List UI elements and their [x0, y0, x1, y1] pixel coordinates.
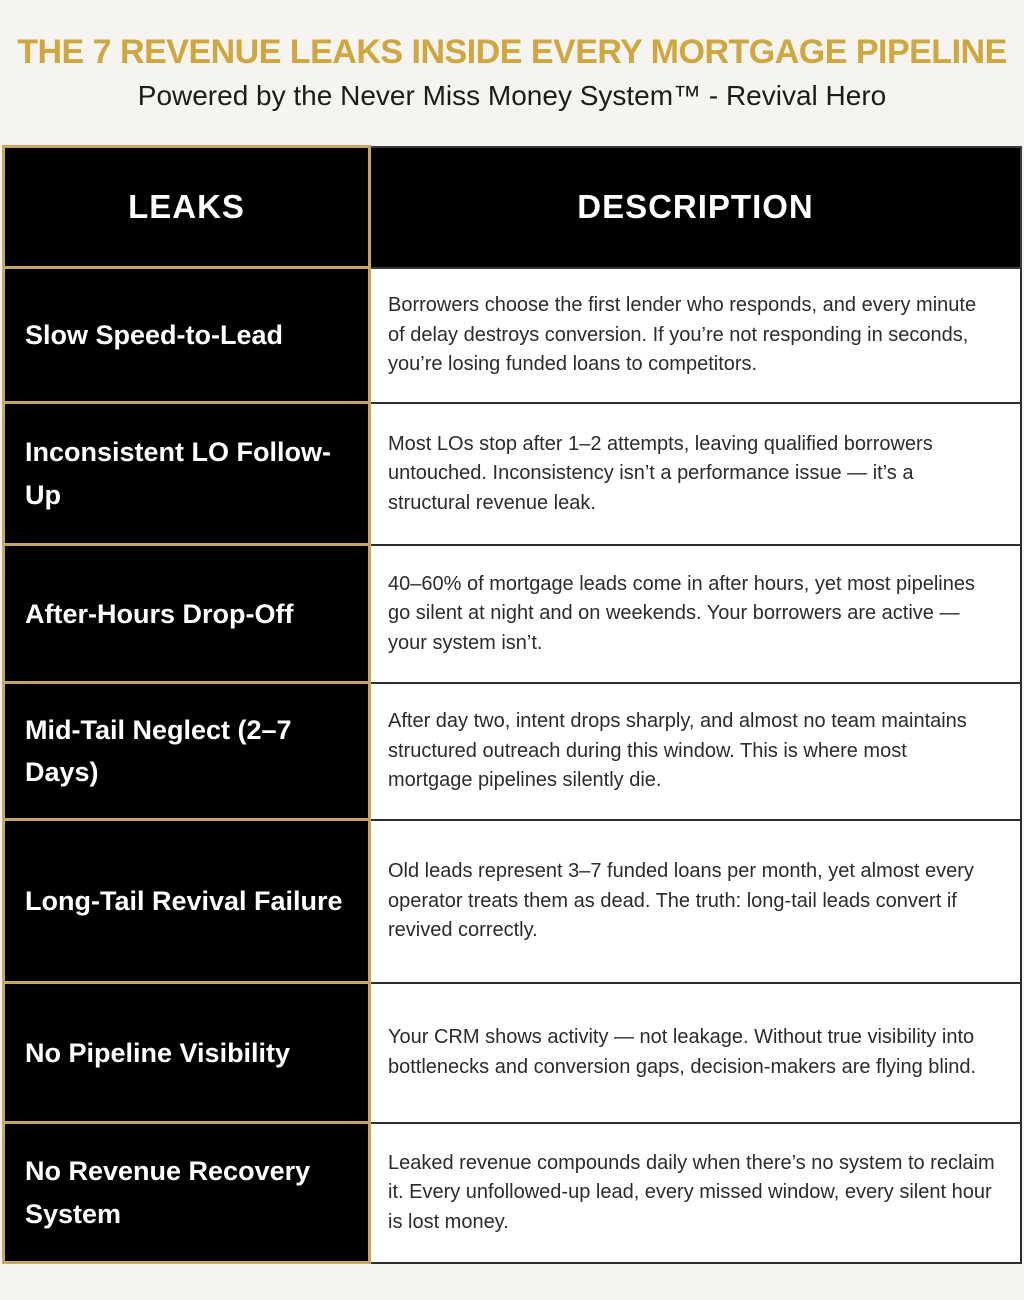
table-row [4, 268, 1022, 403]
description-cell: 40–60% of mortgage leads come in after hours, yet most pipelines go silent at night and on weekends. Your borrowers are active — your system isn’t. [370, 545, 1022, 683]
leak-cell: Slow Speed-to-Lead [4, 268, 370, 403]
description-cell: Old leads represent 3–7 funded loans per month, yet almost every operator treats them as dead. The truth: long-tail leads convert if revived correctly. [370, 820, 1022, 983]
leak-cell: After-Hours Drop-Off [4, 545, 370, 683]
description-cell: Your CRM shows activity — not leakage. Without true visibility into bottlenecks and conversion gaps, decision-makers are flying blind. [370, 983, 1022, 1123]
leak-cell: Long-Tail Revival Failure [4, 820, 370, 983]
table-row [4, 1123, 1022, 1263]
description-cell: After day two, intent drops sharply, and almost no team maintains structured outreach during this window. This is where most mortgage pipelines silently die. [370, 683, 1022, 820]
table-header-row [4, 147, 1022, 268]
leak-cell: No Revenue Recovery System [4, 1123, 370, 1263]
description-cell: Most LOs stop after 1–2 attempts, leaving qualified borrowers untouched. Inconsistency isn’t a performance issue — it’s a structural revenue leak. [370, 403, 1022, 545]
page-header [0, 0, 1024, 112]
table-row [4, 820, 1022, 983]
page-title: THE 7 REVENUE LEAKS INSIDE EVERY MORTGAGE PIPELINE [17, 33, 1007, 71]
column-header-leaks: LEAKS [4, 147, 370, 268]
column-header-description: DESCRIPTION [370, 147, 1022, 268]
leak-cell: Inconsistent LO Follow-Up [4, 403, 370, 545]
table-row [4, 403, 1022, 545]
table-row [4, 983, 1022, 1123]
description-cell: Leaked revenue compounds daily when there’s no system to reclaim it. Every unfollowed-up lead, every missed window, every silent hour is lost money. [370, 1123, 1022, 1263]
description-cell: Borrowers choose the first lender who responds, and every minute of delay destroys conversion. If you’re not responding in seconds, you’re losing funded loans to competitors. [370, 268, 1022, 403]
leak-cell: No Pipeline Visibility [4, 983, 370, 1123]
page-subtitle: Powered by the Never Miss Money System™ - Revival Hero [137, 80, 887, 112]
revenue-leaks-table [2, 145, 1022, 1264]
table-row [4, 683, 1022, 820]
leak-cell: Mid-Tail Neglect (2–7 Days) [4, 683, 370, 820]
table-row [4, 545, 1022, 683]
